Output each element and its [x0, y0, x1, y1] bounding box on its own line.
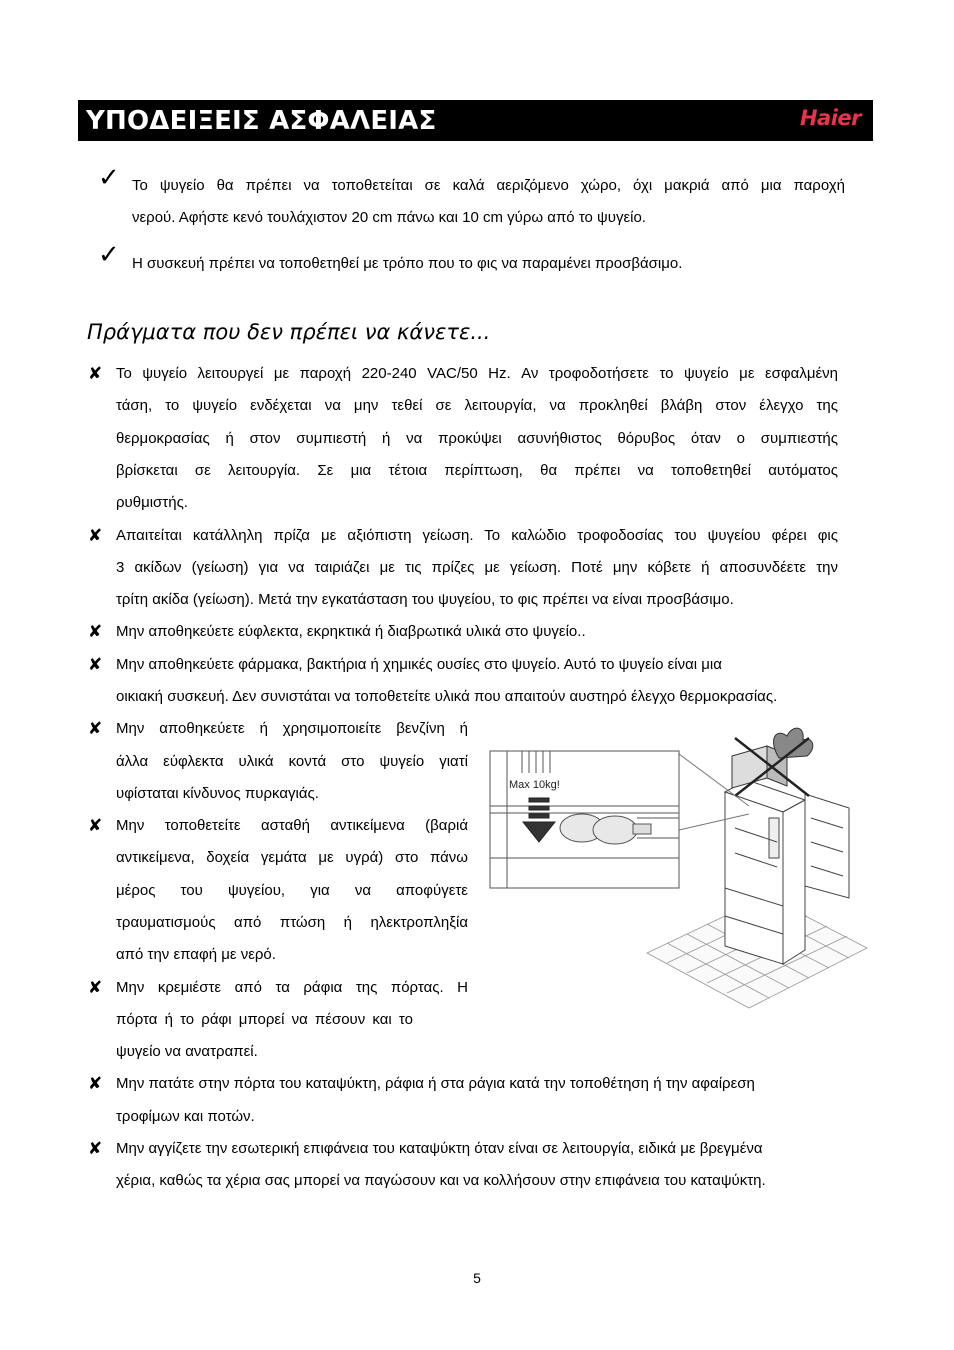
- haier-logo: Haier: [799, 106, 861, 130]
- dont-item-1-line-3: θερμοκρασίας ή στον συμπιεστή ή να προκύψει ασυνήθιστος θόρυβος όταν ο συμπιεστής: [116, 430, 838, 447]
- cross-mark-icon: ✘: [88, 978, 103, 998]
- cross-mark-icon: ✘: [88, 655, 103, 675]
- dont-item-1-line-4: βρίσκεται σε λειτουργία. Σε μια τέτοια περίπτωση, θα πρέπει να τοποθετηθεί αυτόματος: [116, 462, 838, 479]
- fridge-illustration: [487, 718, 875, 1014]
- dont-item-7-line-3: ψυγείο να ανατραπεί.: [116, 1043, 258, 1060]
- dont-item-9-line-2: χέρια, καθώς τα χέρια σας μπορεί να παγώσουν και να κολλήσουν στην επιφάνεια του καταψύκτη.: [116, 1172, 766, 1189]
- dont-item-2-line-1: Απαιτείται κατάλληλη πρίζα με αξιόπιστη γείωση. Το καλώδιο τροφοδοσίας του ψυγείου φέρει φις: [116, 527, 838, 544]
- do-item-1-line-2: νερού. Αφήστε κενό τουλάχιστον 20 cm πάνω και 10 cm γύρω από το ψυγείο.: [132, 209, 646, 226]
- dont-item-8-line-1: Μην πατάτε στην πόρτα του καταψύκτη, ράφια ή στα ράγια κατά την τοποθέτηση ή την αφαίρεση: [116, 1075, 755, 1092]
- checkmark-icon: ✓: [98, 240, 120, 270]
- dont-item-5-line-1: Μην αποθηκεύετε ή χρησιμοποιείτε βενζίνη ή: [116, 720, 468, 737]
- cross-mark-icon: ✘: [88, 816, 103, 836]
- dont-item-6-line-1: Μην τοποθετείτε ασταθή αντικείμενα (βαριά: [116, 817, 468, 834]
- dont-item-6-line-4: τραυματισμούς από πτώση ή ηλεκτροπληξία: [116, 914, 468, 931]
- dont-item-2-line-3: τρίτη ακίδα (γείωση). Μετά την εγκατάσταση του ψυγείου, το φις πρέπει να είναι προσβάσιμο.: [116, 591, 734, 608]
- dont-item-1-line-5: ρυθμιστής.: [116, 494, 188, 511]
- dont-item-1-line-2: τάση, το ψυγείο ενδέχεται να μην τεθεί σε λειτουργία, να προκληθεί βλάβη στον έλεγχο της: [116, 397, 838, 414]
- max-weight-label: Max 10kg!: [509, 779, 560, 791]
- dont-item-8-line-2: τροφίμων και ποτών.: [116, 1108, 255, 1125]
- cross-mark-icon: ✘: [88, 364, 103, 384]
- dont-item-1-line-1: Το ψυγείο λειτουργεί με παροχή 220-240 VAC/50 Hz. Αν τροφοδοτήσετε το ψυγείο με εσφαλμένη: [116, 365, 838, 382]
- dont-section-title: Πράγματα που δεν πρέπει να κάνετε...: [87, 320, 491, 344]
- page-number: 5: [473, 1270, 481, 1286]
- dont-item-6-line-5: από την επαφή με νερό.: [116, 946, 276, 963]
- dont-item-7-line-1: Μην κρεμιέστε από τα ράφια της πόρτας. Η: [116, 979, 468, 996]
- cross-mark-icon: ✘: [88, 1074, 103, 1094]
- dont-item-4-line-2: οικιακή συσκευή. Δεν συνιστάται να τοποθετείτε υλικά που απαιτούν αυστηρό έλεγχο θερμοκρασίας.: [116, 688, 778, 705]
- dont-item-4-line-1: Μην αποθηκεύετε φάρμακα, βακτήρια ή χημικές ουσίες στο ψυγείο. Αυτό το ψυγείο είναι μια: [116, 656, 722, 673]
- page-title: ΥΠΟΔΕΙΞΕΙΣ ΑΣΦΑΛΕΙΑΣ: [86, 106, 437, 136]
- dont-item-3-line-1: Μην αποθηκεύετε εύφλεκτα, εκρηκτικά ή διαβρωτικά υλικά στο ψυγείο..: [116, 623, 586, 640]
- do-item-1-line-1: Το ψυγείο θα πρέπει να τοποθετείται σε καλά αεριζόμενο χώρο, όχι μακριά από μια παροχή: [132, 177, 845, 194]
- dont-item-5-line-3: υφίσταται κίνδυνος πυρκαγιάς.: [116, 785, 319, 802]
- dont-item-6-line-3: μέρος του ψυγείου, για να αποφύγετε: [116, 882, 468, 899]
- dont-item-5-line-2: άλλα εύφλεκτα υλικά κοντά στο ψυγείο γιατί: [116, 753, 468, 770]
- cross-mark-icon: ✘: [88, 1139, 103, 1159]
- checkmark-icon: ✓: [98, 163, 120, 193]
- section-header-bar: [78, 100, 873, 141]
- dont-item-9-line-1: Μην αγγίζετε την εσωτερική επιφάνεια του καταψύκτη όταν είναι σε λειτουργία, ειδικά με βρεγμένα: [116, 1140, 763, 1157]
- cross-mark-icon: ✘: [88, 622, 103, 642]
- dont-item-2-line-2: 3 ακίδων (γείωση) για να ταιριάζει με τις πρίζες με γείωση. Ποτέ μην κόβετε ή αποσυνδέετε την: [116, 559, 838, 576]
- dont-item-7-line-2: πόρτα ή το ράφι μπορεί να πέσουν και το: [116, 1011, 413, 1028]
- cross-mark-icon: ✘: [88, 719, 103, 739]
- dont-item-6-line-2: αντικείμενα, δοχεία γεμάτα με υγρά) στο πάνω: [116, 849, 468, 866]
- cross-mark-icon: ✘: [88, 526, 103, 546]
- do-item-2-line-1: Η συσκευή πρέπει να τοποθετηθεί με τρόπο που το φις να παραμένει προσβάσιμο.: [132, 255, 683, 272]
